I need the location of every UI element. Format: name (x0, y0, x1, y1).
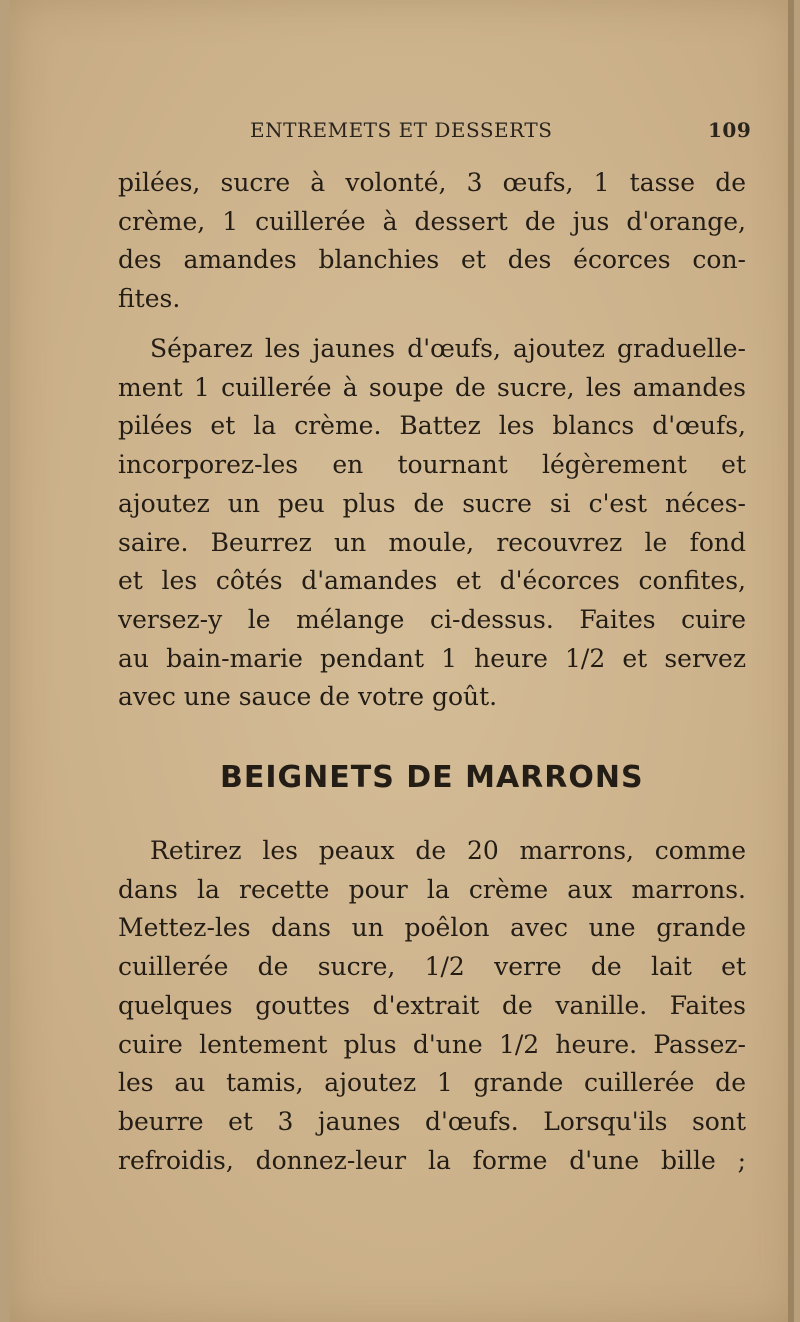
text-line: ajoutez un peu plus de sucre si c'est néces- (118, 488, 746, 518)
paragraph-recipe (118, 832, 746, 1180)
section-title: BEIGNETS DE MARRONS (220, 760, 644, 795)
text-line: cuillerée de sucre, 1/2 verre de lait et (118, 952, 746, 982)
text-line: cuire lentement plus d'une 1/2 heure. Passez- (118, 1029, 746, 1059)
page-edge (788, 0, 794, 1322)
text-line: des amandes blanchies et des écorces con- (118, 245, 746, 275)
text-line: incorporez-les en tournant légèrement et (118, 450, 746, 480)
text-line: et les côtés d'amandes et d'écorces confites, (118, 566, 746, 596)
text-line: refroidis, donnez-leur la forme d'une bille ; (118, 1145, 746, 1175)
book-page (10, 0, 794, 1322)
text-line: crème, 1 cuillerée à dessert de jus d'orange, (118, 206, 746, 236)
text-line: Retirez les peaux de 20 marrons, comme (150, 836, 746, 865)
text-line: saire. Beurrez un moule, recouvrez le fond (118, 527, 746, 557)
text-line: les au tamis, ajoutez 1 grande cuillerée de (118, 1068, 746, 1098)
page-number: 109 (708, 118, 752, 142)
text-line: dans la recette pour la crème aux marrons. (118, 874, 746, 904)
text-line: au bain-marie pendant 1 heure 1/2 et servez (118, 643, 746, 673)
text-line: avec une sauce de votre goût. (118, 682, 498, 712)
page-header (250, 118, 750, 148)
text-line: Mettez-les dans un poêlon avec une grande (118, 913, 746, 943)
text-line: fites. (118, 284, 181, 314)
text-line: beurre et 3 jaunes d'œufs. Lorsqu'ils sont (118, 1106, 746, 1136)
text-line: Séparez les jaunes d'œufs, ajoutez graduelle- (150, 334, 746, 363)
text-line: pilées et la crème. Battez les blancs d'œufs, (118, 411, 746, 441)
text-line: ment 1 cuillerée à soupe de sucre, les amandes (118, 372, 746, 402)
text-line: versez-y le mélange ci-dessus. Faites cuire (118, 604, 746, 634)
paragraph-instructions (118, 330, 746, 717)
text-line: quelques gouttes d'extrait de vanille. Faites (118, 990, 746, 1020)
paragraph-continuation (118, 164, 746, 319)
text-line: pilées, sucre à volonté, 3 œufs, 1 tasse de (118, 168, 746, 197)
running-title: ENTREMETS ET DESSERTS (250, 118, 553, 142)
